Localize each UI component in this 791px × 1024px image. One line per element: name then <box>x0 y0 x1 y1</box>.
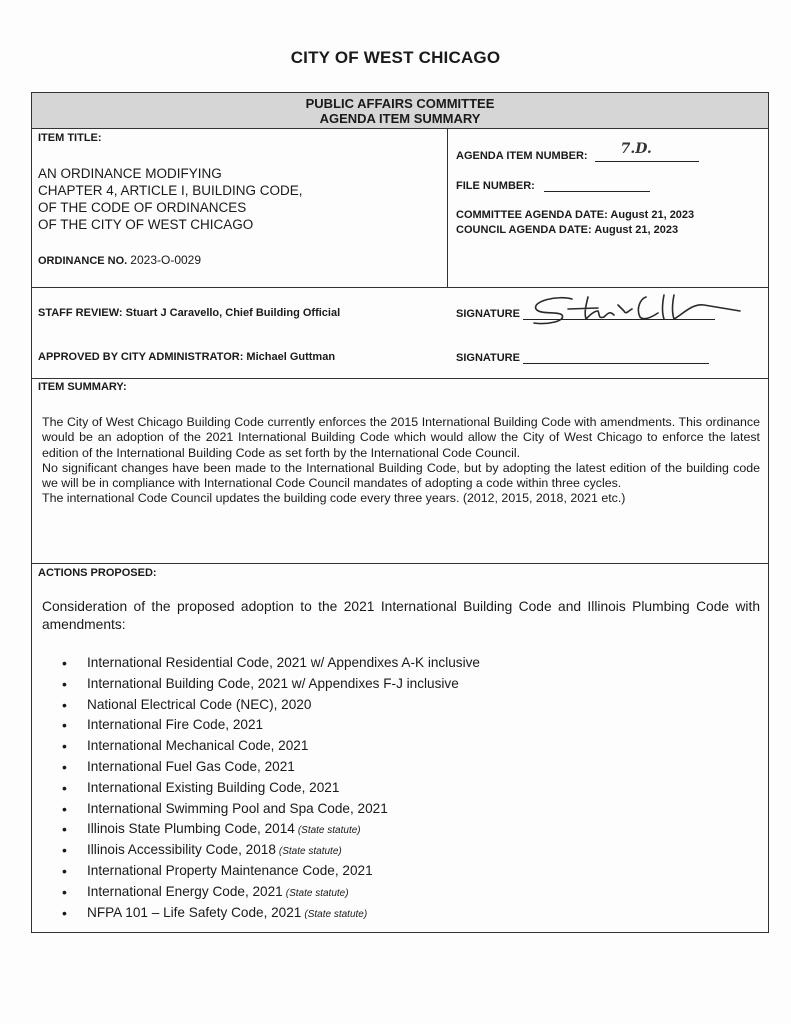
summary-paragraph: No significant changes have been made to the International Building Code, but by adopting the latest edition of the building code we will be in compliance with International Code Council mandates of adopting a code within three cycles. <box>42 460 760 491</box>
code-note: (State statute) <box>297 825 361 837</box>
staff-review-label: STAFF REVIEW: <box>38 307 123 319</box>
column-divider <box>447 129 448 287</box>
list-item <box>59 779 483 800</box>
administrator-signature-label: SIGNATURE <box>456 352 520 364</box>
agenda-summary-form <box>31 92 769 933</box>
file-number-field <box>544 179 650 192</box>
code-name: NFPA 101 – Life Safety Code, 2021 <box>87 904 302 920</box>
item-summary-text <box>42 415 760 507</box>
code-name: International Property Maintenance Code, 2021 <box>87 862 373 878</box>
file-number <box>456 179 650 192</box>
form-header <box>32 93 768 129</box>
code-name: International Fire Code, 2021 <box>87 717 264 733</box>
committee-date <box>456 209 694 221</box>
code-list <box>59 654 483 924</box>
code-name: Illinois Accessibility Code, 2018 <box>87 842 276 858</box>
approved-by <box>38 351 335 363</box>
list-item <box>59 737 483 758</box>
code-name: International Mechanical Code, 2021 <box>87 738 309 754</box>
code-name: National Electrical Code (NEC), 2020 <box>87 696 312 712</box>
code-name: International Residential Code, 2021 w/ Appendixes A-K inclusive <box>87 655 480 670</box>
actions-intro: Consideration of the proposed adoption to the 2021 International Building Code and Illinois Plumbing Code with amendments: <box>42 599 760 632</box>
agenda-item-number <box>456 141 699 162</box>
code-name: International Fuel Gas Code, 2021 <box>87 758 295 774</box>
code-note: (State statute) <box>285 887 349 899</box>
code-name: International Existing Building Code, 2021 <box>87 779 340 795</box>
form-title: AGENDA ITEM SUMMARY <box>319 111 481 126</box>
committee-name: PUBLIC AFFAIRS COMMITTEE <box>305 96 495 111</box>
item-title-text <box>38 165 303 233</box>
committee-date-value: August 21, 2023 <box>610 209 695 221</box>
summary-paragraph: The international Code Council updates the building code every three years. (2012, 2015, 2018, 2021 etc.) <box>42 491 626 506</box>
list-item <box>59 820 483 841</box>
item-title-label: ITEM TITLE: <box>38 132 102 144</box>
staff-review <box>38 307 340 319</box>
council-date-value: August 21, 2023 <box>594 224 679 236</box>
list-item <box>59 716 483 737</box>
administrator-signature-line <box>523 351 709 364</box>
approved-by-label: APPROVED BY CITY ADMINISTRATOR: <box>38 351 244 363</box>
section-divider <box>32 378 768 379</box>
agenda-item-number-label: AGENDA ITEM NUMBER: <box>456 150 588 162</box>
list-item <box>59 654 483 675</box>
ordinance-number <box>38 253 201 267</box>
council-date <box>456 224 678 236</box>
list-item <box>59 841 483 862</box>
handwritten-signature <box>528 289 753 329</box>
approved-by-name: Michael Guttman <box>246 351 336 363</box>
agenda-item-number-value: 7.D. <box>620 141 652 157</box>
agenda-item-number-field <box>595 141 699 162</box>
list-item <box>59 862 483 883</box>
item-summary-label: ITEM SUMMARY: <box>38 381 127 393</box>
code-name: International Building Code, 2021 w/ Appendixes F-J inclusive <box>87 675 459 691</box>
list-item <box>59 696 483 717</box>
code-name: International Swimming Pool and Spa Code, 2021 <box>87 800 388 816</box>
council-date-label: COUNCIL AGENDA DATE: <box>456 224 592 236</box>
section-divider <box>32 287 768 288</box>
item-title-line: CHAPTER 4, ARTICLE I, BUILDING CODE, <box>38 183 303 198</box>
administrator-signature <box>456 351 709 364</box>
list-item <box>59 904 483 925</box>
list-item <box>59 675 483 696</box>
list-item <box>59 800 483 821</box>
actions-proposed-label: ACTIONS PROPOSED: <box>38 567 157 579</box>
item-title-line: AN ORDINANCE MODIFYING <box>38 166 222 181</box>
item-title-line: OF THE CITY OF WEST CHICAGO <box>38 217 254 232</box>
code-name: Illinois State Plumbing Code, 2014 <box>87 821 295 837</box>
staff-signature-label: SIGNATURE <box>456 308 520 320</box>
file-number-label: FILE NUMBER: <box>456 180 535 192</box>
summary-paragraph: The City of West Chicago Building Code currently enforces the 2015 International Building Code with amendments. This ordinance would be an adoption of the 2021 International Building Code which would allow the City of West Chicago to enforce the latest edition of the International Building Code as set forth by the International Code Council. <box>42 415 760 460</box>
list-item <box>59 758 483 779</box>
ordinance-label: ORDINANCE NO. <box>38 255 128 267</box>
list-item <box>59 883 483 904</box>
city-title: CITY OF WEST CHICAGO <box>290 48 501 67</box>
code-note: (State statute) <box>304 908 368 920</box>
code-note: (State statute) <box>278 846 342 858</box>
section-divider <box>32 563 768 564</box>
code-name: International Energy Code, 2021 <box>87 883 283 899</box>
item-title-line: OF THE CODE OF ORDINANCES <box>38 200 247 215</box>
committee-date-label: COMMITTEE AGENDA DATE: <box>456 209 608 221</box>
ordinance-value: 2023-O-0029 <box>130 253 202 267</box>
staff-review-name: Stuart J Caravello, Chief Building Official <box>125 307 341 319</box>
